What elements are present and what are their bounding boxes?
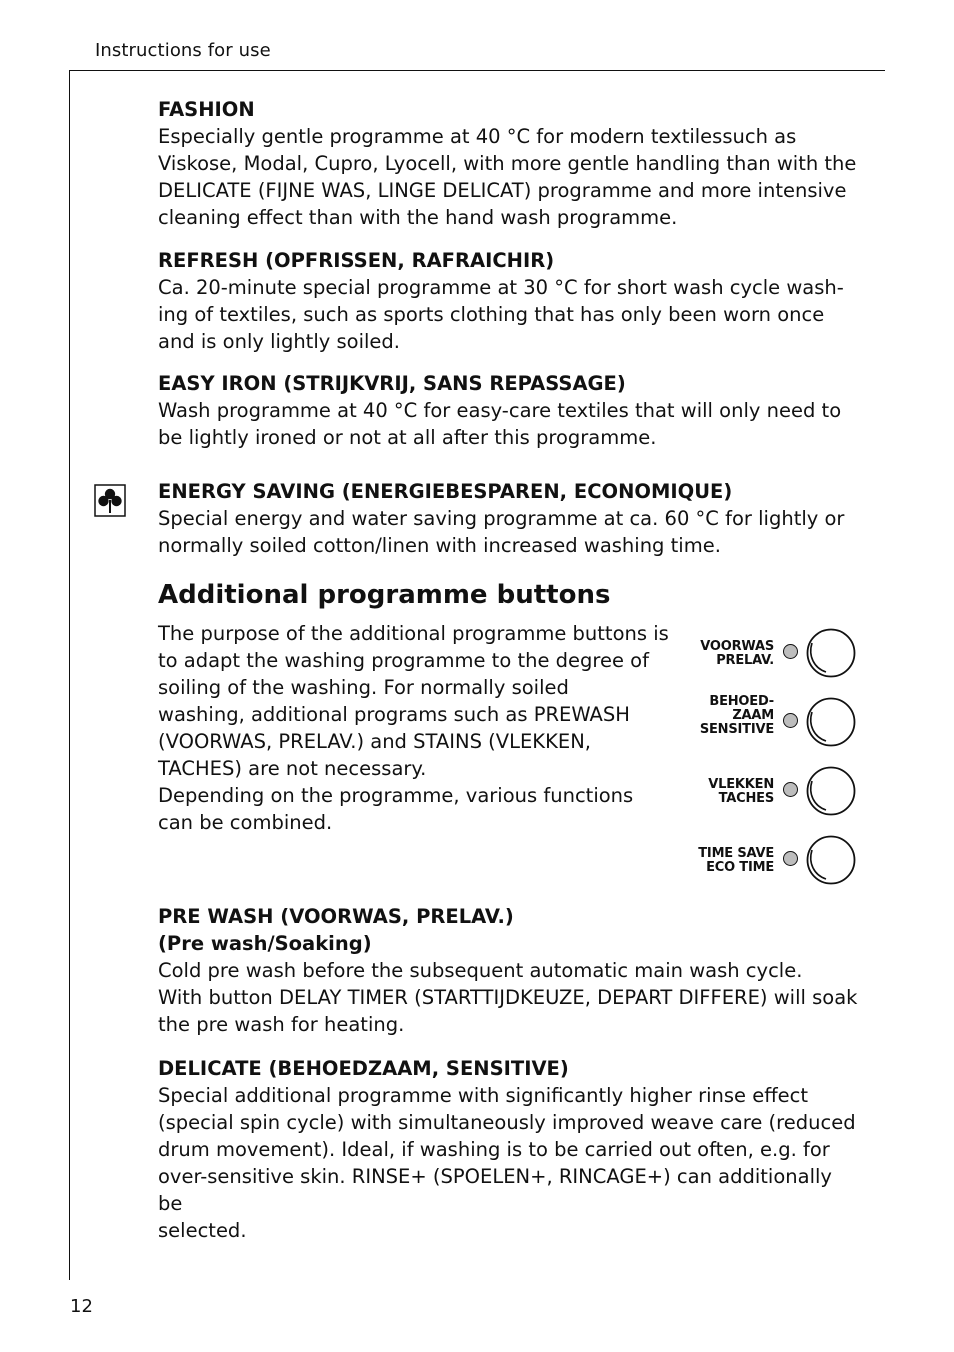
section-body: Wash programme at 40 °C for easy-care textiles that will only need to be lightly ironed or not at all after this programme.: [158, 399, 842, 449]
section-prewash: [158, 903, 858, 1038]
section-title: PRE WASH (VOORWAS, PRELAV.): [158, 905, 514, 928]
additional-buttons-intro: The purpose of the additional programme buttons is to adapt the washing programme to the degree of soiling of the washing. For normally soiled washing, additional programs such as PREWASH (VOORWAS, PRELAV.) and STAINS (VLEKKEN, TACHES) are not necessary. Depending on the programme, various functions can be combined.: [158, 622, 669, 834]
section-title: ENERGY SAVING (ENERGIEBESPAREN, ECONOMIQUE): [158, 480, 733, 503]
panel-button-stains: [690, 764, 870, 816]
header-rule: [69, 70, 885, 71]
panel-button-time-save: [690, 833, 870, 885]
section-delicate: [158, 1055, 858, 1244]
section-title: EASY IRON (STRIJKVRIJ, SANS REPASSAGE): [158, 372, 626, 395]
control-panel-illustration: [690, 624, 870, 894]
page-number: 12: [70, 1296, 93, 1317]
section-refresh: [158, 247, 858, 355]
indicator-led-icon: [783, 782, 798, 797]
section-energy-saving: [158, 478, 858, 559]
indicator-led-icon: [783, 851, 798, 866]
push-button-icon: [806, 697, 856, 747]
section-title: FASHION: [158, 98, 255, 121]
section-body: Special energy and water saving programme at ca. 60 °C for lightly or normally soiled cotton/linen with increased washing time.: [158, 507, 845, 557]
section-body: Ca. 20-minute special programme at 30 °C for short wash cycle wash- ing of textiles, such as sports clothing that has only been worn once and is only lightly soiled.: [158, 276, 844, 353]
panel-button-label: VLEKKEN TACHES: [708, 777, 774, 806]
additional-buttons-heading: Additional programme buttons: [158, 580, 611, 610]
section-easy-iron: [158, 370, 858, 451]
section-body: Special additional programme with significantly higher rinse effect (special spin cycle) with simultaneously improved weave care (reduced drum movement). Ideal, if washing is to be carried out often, e.g. for over-sensitive skin. RINSE+ (SPOELEN+, RINCAGE+) can additionally be selected.: [158, 1084, 856, 1242]
section-subtitle: (Pre wash/Soaking): [158, 932, 372, 955]
indicator-led-icon: [783, 713, 798, 728]
panel-button-prewash: [690, 626, 870, 678]
panel-button-label: VOORWAS PRELAV.: [700, 639, 774, 668]
section-body: Especially gentle programme at 40 °C for modern textilessuch as Viskose, Modal, Cupro, Lyocell, with more gentle handling than with the DELICATE (FIJNE WAS, LINGE DELICAT) programme and more intensive cleaning effect than with the hand wash programme.: [158, 125, 857, 229]
section-title: REFRESH (OPFRISSEN, RAFRAICHIR): [158, 249, 555, 272]
push-button-icon: [806, 835, 856, 885]
push-button-icon: [806, 766, 856, 816]
panel-button-sensitive: [690, 695, 870, 747]
section-fashion: [158, 96, 858, 231]
running-header: Instructions for use: [95, 40, 271, 61]
indicator-led-icon: [783, 644, 798, 659]
push-button-icon: [806, 628, 856, 678]
section-body: Cold pre wash before the subsequent automatic main wash cycle. With button DELAY TIMER (STARTTIJDKEUZE, DEPART DIFFERE) will soak the pre wash for heating.: [158, 959, 858, 1036]
section-title: DELICATE (BEHOEDZAAM, SENSITIVE): [158, 1057, 569, 1080]
panel-button-label: TIME SAVE ECO TIME: [698, 846, 774, 875]
margin-rule: [69, 70, 70, 1280]
energy-saving-clover-icon: [94, 484, 126, 517]
panel-button-label: BEHOED- ZAAM SENSITIVE: [699, 694, 774, 737]
